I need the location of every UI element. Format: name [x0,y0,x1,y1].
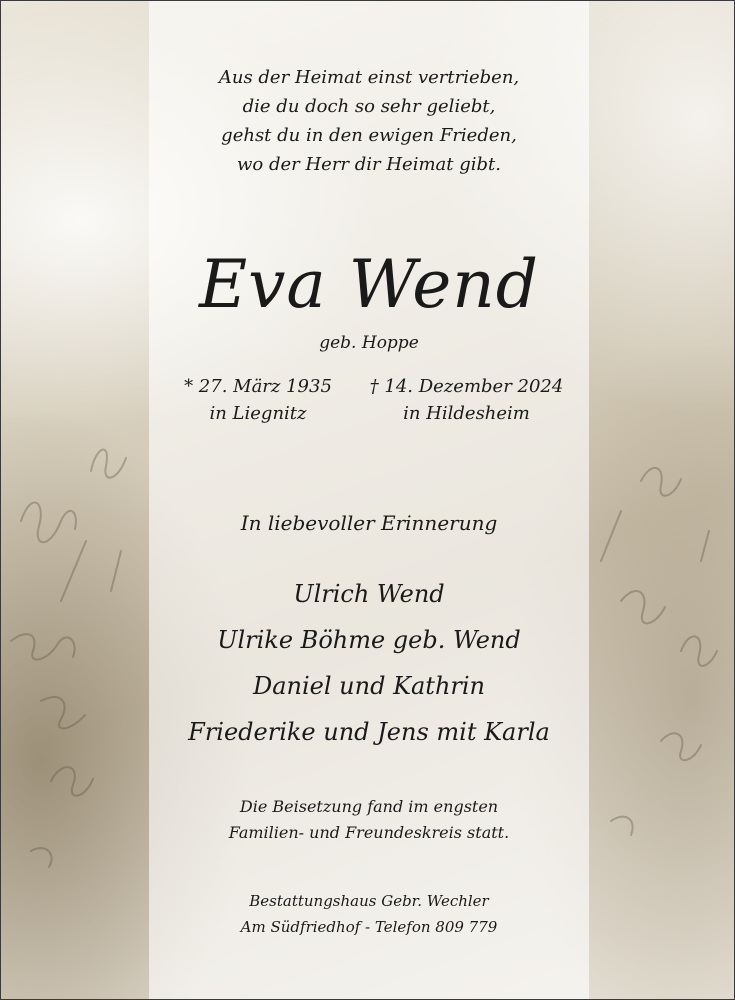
birth-name: geb. Hoppe [319,333,419,353]
birth-date: * 27. März 1935 [184,376,332,397]
death-info [354,373,579,427]
notice-text [149,1,589,999]
verse-line: die du doch so sehr geliebt, [242,96,496,117]
verse-line: gehst du in den ewigen Frieden, [221,125,517,146]
mourner: Daniel und Kathrin [252,672,486,700]
undertaker-info [149,888,589,940]
birth-info [163,373,353,427]
notice-line: Die Beisetzung fand im engsten [239,797,499,816]
deceased-name: Eva Wend [198,246,540,323]
death-date: † 14. Dezember 2024 [369,376,564,397]
verse [149,63,589,179]
mourner: Ulrike Böhme geb. Wend [217,626,521,654]
undertaker-contact: Am Südfriedhof - Telefon 809 779 [240,918,498,936]
death-place: in Hildesheim [403,403,530,424]
funeral-notice [149,794,589,846]
birth-place: in Liegnitz [209,403,307,424]
notice-line: Familien- und Freundeskreis statt. [228,823,510,842]
verse-line: wo der Herr dir Heimat gibt. [237,154,501,175]
verse-line: Aus der Heimat einst vertrieben, [218,67,520,88]
mourners-list [149,571,589,755]
mourner: Friederike und Jens mit Karla [188,718,550,746]
memory-line: In liebevoller Erinnerung [240,511,498,535]
undertaker-name: Bestattungshaus Gebr. Wechler [249,892,489,910]
mourner: Ulrich Wend [293,580,445,608]
